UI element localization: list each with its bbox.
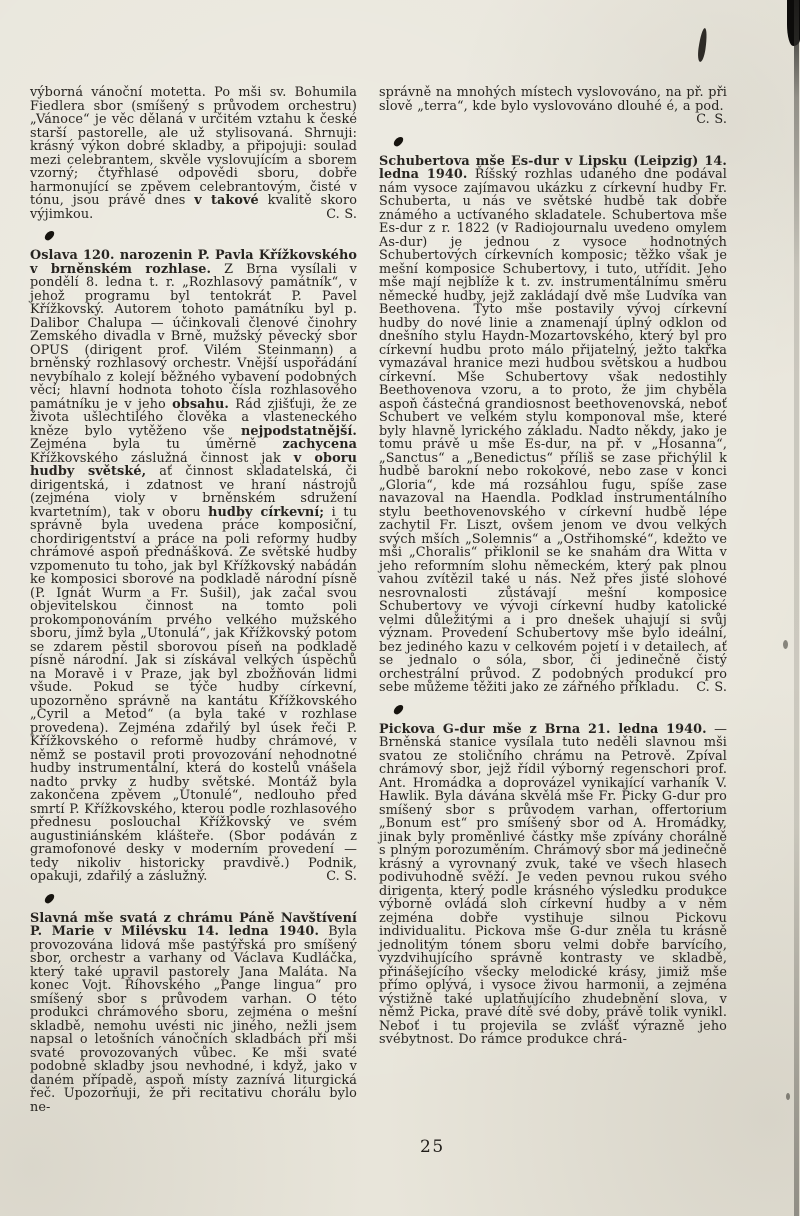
section-divider-mark: [43, 229, 55, 242]
left-column: [30, 86, 357, 1114]
article-heading: v takové: [194, 193, 259, 208]
page-number: 25: [420, 1137, 445, 1157]
text-segment: Říšský rozhlas udaného dne podával nám vysoce zajímavou ukázku z církevní hudby Fr. Schuberta, u nás ve světské hudbě tak dobře známého a uctívaného skladatele. Schubertova mše Es-dur z r. 1822 (v Radiojournalu uvedeno omylem As-dur) je jednou z vysoce hodnotných Schubertových církevních komposic; těžko však je mešní komposice Schubertovy, i tuto, utřídit. Jeho mše mají nejblíže k t. zv. instrumentálnímu směru německé hudby, jejž zakládají dvě mše Ludvíka van Beethovena. Tyto mše postavily vývoj církevní hudby do nové linie a znamenají úplný odklon od dnešního stylu Haydn-Mozartovského, který byl pro církevní hudbu proto málo přijatelný, ježto takřka vymazával hranice mezi hudbou světskou a hudbou církevní. Mše Schubertovy však nedostihly Beethovenova vzoru, a to proto, že jim chyběla aspoň částečná grandiosnost beethovenovská, neboť Schubert ve velkém stylu komponoval mše, které byly hlavně lyrického základu. Nadto někdy, jako je tomu právě u mše Es-dur, na př. v „Hosanna“, „Sanctus“ a „Benedictus“ příliš se zase přichýlil k hudbě barokní nebo rokokové, nebo zase v konci „Gloria“, kde má rozsáhlou fugu, spíše zase navazoval na Haendla. Podklad instrumentálního stylu beethovenovského v církevní hudbě lépe zachytil Fr. Liszt, ovšem jenom ve dvou velkých svých mších „Solemnis“ a „Ostřihomské“, kdežto ve mši „Choralis“ přiklonil se ke snahám dra Witta v jeho reformním slohu německém, který pak plnou vahou zvítězil také u nás. Než přes jisté slohové nesrovnalosti zůstávají mešní komposice Schubertovy ve vývoji církevní hudby katolické velmi důležitými a i pro dnešek uhajují si svůj význam. Provedení Schubertovy mše bylo ideální, bez jediného kazu v celkovém pojetí i v detailech, ať se jednalo o sóla, sbor, či jedinečně čistý orchestrální průvod. Z podobných produkcí pro sebe můžeme těžiti jako ze zářného příkladu.: [379, 167, 728, 695]
author-initials: C. S.: [326, 869, 357, 884]
article-heading: Pickova G-dur mše z Brna 21. ledna 1940.: [379, 721, 707, 737]
paragraph: [30, 249, 357, 884]
article-heading: Oslava 120. narozenin P. Pavla Křížkovského v brněnském rozhlase.: [30, 248, 357, 277]
scan-speck: [783, 640, 788, 649]
article-heading: v oboru hudby světské,: [30, 450, 357, 479]
article-heading: hudby církevní;: [208, 504, 325, 520]
text-segment: správně na mnohých místech vyslovováno, na př. při slově „terra“, kde bylo vyslovováno dlouhé é, a pod.: [379, 85, 727, 114]
article-heading: Slavná mše svatá z chrámu Páně Navštívení P. Marie v Milévsku 14. ledna 1940.: [30, 910, 357, 939]
text-segment: Zejména byla tu úměrně: [30, 437, 283, 452]
text-segment: ať činnost skladatelská, či dirigentská, i zdatnost ve hraní nástrojů (zejména violy v brněnském sdružení kvartetním), tak v oboru: [30, 464, 357, 520]
author-initials: C. S.: [696, 680, 727, 695]
article-heading: nejpodstatnější.: [240, 423, 357, 439]
text-segment: i tu správně byla uvedena práce komposiční, chordirigentství a práce na poli reformy hudby chrámové aspoň přednášková. Ze světské hudby vzpomenuto tu toho, jak byl Křížkovský nabádán ke komposici sborové na podkladě národní písně (P. Ignát Wurm a Fr. Sušil), jak začal svou objevitelskou činnost na tomto poli prokomponováním prvého velkého mužského sboru, jímž byla „Utonulá“, jak Křížkovský potom se zdarem pěstil sborovou píseň na podkladě písně národní. Jak si získával velkých úspěchů na Moravě i v Praze, jak byl zbožňován lidmi všude. Pokud se týče hudby církevní, upozorněno správně na kantátu Křížkovského „Cyril a Metod“ (a byla také v rozhlase provedena). Zejména zdařilý byl úsek řeči P. Křížkovského o reformě hudby chrámové, v němž se postavil proti provozování nehodnotné hudby instrumentální, která do kostelů vnášela nadto prvky z hudby světské. Montáž byla zakončena zpěvem „Utonulé“, nedlouho před smrtí P. Křížkovského, kterou podle rozhlasového přednesu poslouchal Křížkovský ve svém augustiniánském klášteře. (Sbor podáván z gramofonové desky v moderním provedení — tedy nikoliv historicky pravdivě.) Podnik, opakuji, zdařilý a záslužný.: [30, 504, 357, 884]
text-segment: Byla provozována lidová mše pastýřská pro smíšený sbor, orchestr a varhany od Václava Kudláčka, který také upravil pastorely Jana Maláta. Na konec Vojt. Říhovského „Pange lingua“ pro smíšený sbor s průvodem varhan. O této produkci chrámového sboru, zejména o mešní skladbě, nemohu uvésti nic jiného, nežli jsem napsal o letošních vánočních skladbách při mši svaté provozovaných vůbec. Ke mši svaté podobné skladby jsou nevhodné, i když, jako v daném případě, aspoň místy zaznívá liturgická řeč. Upozorňuji, že při recitativu chorálu bylo ne-: [30, 924, 357, 1115]
text-segment: Rád zjišťuji, že ze života ušlechtilého člověka a vlasteneckého kněze bylo vytěženo vše: [30, 396, 358, 439]
text-segment: výborná vánoční motetta. Po mši sv. Bohumila Fiedlera sbor (smíšený s průvodem orchestru) „Vánoce“ je věc dělaná v určitém vztahu k české starší pastorelle, ale už stylisovaná. Shrnuji: krásný výkon dobré skladby, a připojuji: soulad mezi celebrantem, skvěle vyslovujícím a sborem vzorný; čtyřhlasé odpovědi sboru, dobře harmonující se zpěvem celebrantovým, čisté v tónu, jsou právě dnes: [30, 85, 357, 208]
section-divider-mark: [392, 135, 404, 148]
section-divider-mark: [43, 892, 55, 905]
scan-edge-line: [794, 0, 799, 1216]
article-heading: zachycena: [282, 437, 357, 452]
text-segment: Křížkovského záslužná činnost jak: [30, 450, 294, 466]
scan-speck: [786, 1093, 790, 1100]
paragraph: [379, 723, 727, 1047]
right-column: [379, 86, 727, 1114]
text-columns: [30, 86, 727, 1114]
paragraph: [379, 86, 727, 127]
author-initials: C. S.: [696, 112, 727, 127]
article-heading: obsahu.: [172, 396, 229, 412]
paragraph: [379, 155, 727, 695]
paragraph: [30, 86, 357, 221]
article-heading: Schubertova mše Es-dur v Lipsku (Leipzig) 14. ledna 1940.: [379, 153, 727, 182]
text-segment: — Brněnská stanice vysílala tuto neděli slavnou mši svatou ze stoličního chrámu na Petrově. Zpíval chrámový sbor, jejž řídil výborný regenschori prof. Ant. Hromádka a doprovázel vynikající varhaník V. Hawlik. Byla dávána skvělá mše Fr. Picky G-dur pro smíšený sbor s průvodem varhan, offertorium „Bonum est“ pro smíšený sbor od A. Hromádky, jinak byly proměnlivé částky mše zpívány chorálně s plným porozuměním. Chrámový sbor má jedinečně krásný a vyrovnaný zvuk, také ve všech hlasech podivuhodně svěží. Je veden pevnou rukou svého dirigenta, který podle krásného výsledku produkce výborně ovládá sloh církevní hudby a v něm zejména dobře vystihuje silnou Pickovu individualitu. Pickova mše G-dur zněla tu krásně jednolitým tónem sboru velmi dobře barvícího, vyzdvihujícího správně kontrasty ve skladbě, přinášejícího všecky melodické krásy, jimiž mše přímo oplývá, i vysoce živou harmonii, a zejména výstižně také uplatňujícího zhudebnění slova, v němž Picka, pravé dítě své doby, právě tolik vynikl. Neboť i tu projevila se zvlášť výrazně jeho svébytnost. Do rámce produkce chrá-: [379, 721, 727, 1047]
paragraph: [30, 912, 357, 1115]
ink-smudge: [697, 28, 709, 63]
author-initials: C. S.: [326, 206, 357, 222]
text-segment: kvalitě skoro výjimkou.: [30, 193, 357, 222]
text-segment: Z Brna vysílali v pondělí 8. ledna t. r. „Rozhlasový památník“, v jehož programu byl tentokrát P. Pavel Křížkovský. Autorem tohoto památníku byl p. Dalibor Chalupa — účinkovali členové činohry Zemského divadla v Brně, mužský pěvecký sbor OPUS (dirigent prof. Vilém Steinmann) a brněnský rozhlasový orchestr. Vnější uspořádání nevybíhalo z kolejí běžného vybavení podobných věcí; hlavní hodnota tohoto čísla rozhlasového památníku je v jeho: [30, 261, 357, 412]
section-divider-mark: [392, 703, 404, 716]
